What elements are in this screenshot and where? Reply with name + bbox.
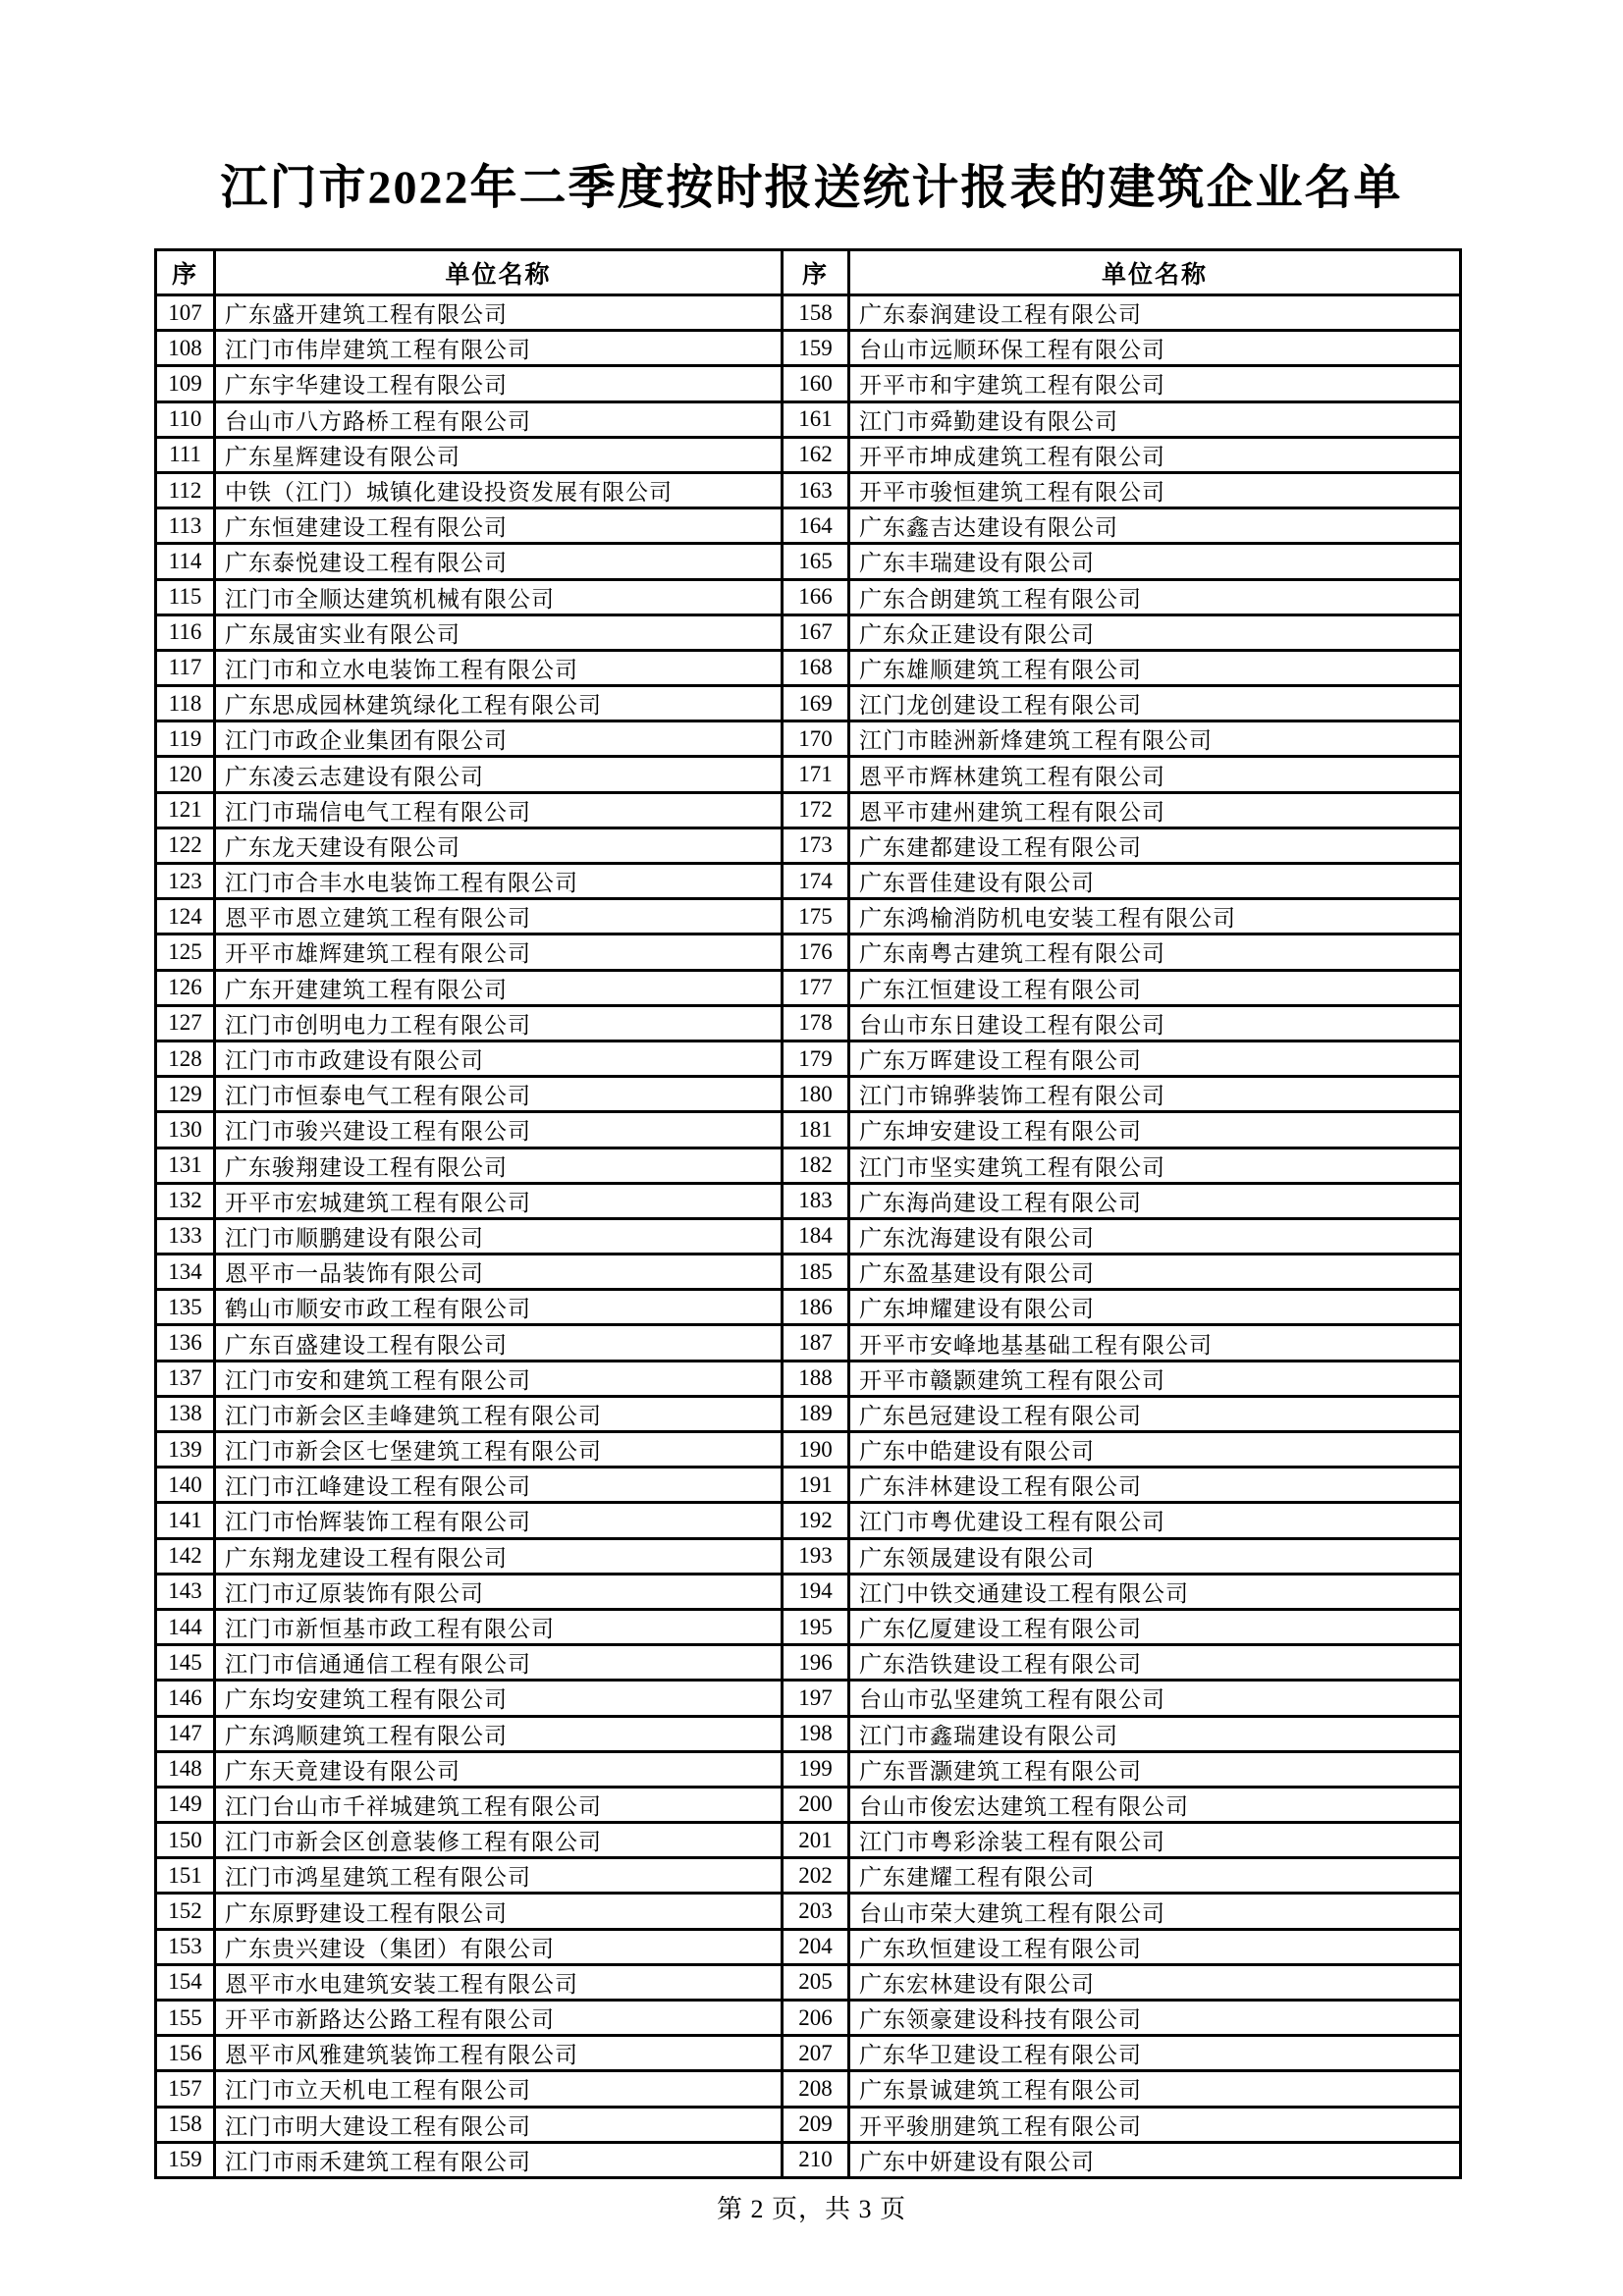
company-name: 江门市市政建设有限公司 [215,1041,783,1076]
page-number: 第 2 页，共 3 页 [716,2195,906,2223]
table-row [156,1894,1461,1929]
row-number: 174 [783,864,849,899]
company-name: 广东天竟建设有限公司 [215,1751,783,1787]
row-number: 107 [156,295,215,331]
row-number: 134 [156,1255,215,1290]
col-header-name-right: 单位名称 [849,250,1461,295]
company-name: 江门市合丰水电装饰工程有限公司 [215,864,783,899]
table-row [156,1005,1461,1041]
row-number: 131 [156,1148,215,1183]
company-name: 广东沣林建设工程有限公司 [849,1468,1461,1503]
company-name: 广东宏林建设有限公司 [849,1964,1461,2000]
company-name: 开平市骏恒建筑工程有限公司 [849,472,1461,507]
row-number: 173 [783,828,849,863]
row-number: 203 [783,1894,849,1929]
table-row [156,1538,1461,1574]
row-number: 193 [783,1538,849,1574]
company-name: 广东百盛建设工程有限公司 [215,1325,783,1361]
row-number: 177 [783,970,849,1005]
table-row [156,1255,1461,1290]
company-name: 江门市舜勤建设有限公司 [849,401,1461,437]
company-name: 恩平市水电建筑安装工程有限公司 [215,1964,783,2000]
company-name: 广东坤安建设工程有限公司 [849,1112,1461,1148]
company-name: 江门市雨禾建筑工程有限公司 [215,2142,783,2177]
row-number: 201 [783,1823,849,1858]
company-name: 广东均安建筑工程有限公司 [215,1681,783,1716]
table-row [156,2036,1461,2071]
company-name: 开平市宏城建筑工程有限公司 [215,1183,783,1218]
table-row [156,1290,1461,1325]
company-name: 广东晋佳建设有限公司 [849,864,1461,899]
company-name: 广东沈海建设有限公司 [849,1218,1461,1254]
table-row [156,472,1461,507]
row-number: 127 [156,1005,215,1041]
table-row [156,1218,1461,1254]
company-name: 台山市弘坚建筑工程有限公司 [849,1681,1461,1716]
company-name: 广东鑫吉达建设有限公司 [849,508,1461,544]
row-number: 136 [156,1325,215,1361]
row-number: 108 [156,331,215,366]
row-number: 153 [156,1929,215,1964]
row-number: 187 [783,1325,849,1361]
company-name: 广东中皓建设有限公司 [849,1432,1461,1468]
table-row [156,1751,1461,1787]
company-name: 广东坤耀建设有限公司 [849,1290,1461,1325]
company-name: 江门市鑫瑞建设有限公司 [849,1716,1461,1751]
company-name: 广东玖恒建设工程有限公司 [849,1929,1461,1964]
row-number: 160 [783,366,849,401]
company-name: 开平市新路达公路工程有限公司 [215,2001,783,2036]
row-number: 142 [156,1538,215,1574]
row-number: 163 [783,472,849,507]
table-row [156,1325,1461,1361]
company-name: 广东浩铁建设工程有限公司 [849,1645,1461,1681]
table-row [156,899,1461,934]
table-row [156,2071,1461,2107]
row-number: 110 [156,401,215,437]
company-name: 广东景诚建筑工程有限公司 [849,2071,1461,2107]
row-number: 155 [156,2001,215,2036]
company-name: 江门市鸿星建筑工程有限公司 [215,1858,783,1894]
row-number: 130 [156,1112,215,1148]
company-name: 江门市新会区圭峰建筑工程有限公司 [215,1396,783,1431]
company-name: 台山市东日建设工程有限公司 [849,1005,1461,1041]
company-name: 台山市远顺环保工程有限公司 [849,331,1461,366]
table-row [156,1396,1461,1431]
row-number: 180 [783,1077,849,1112]
company-name: 江门台山市千祥城建筑工程有限公司 [215,1787,783,1822]
company-name: 广东众正建设有限公司 [849,614,1461,650]
row-number: 202 [783,1858,849,1894]
company-name: 江门市睦洲新烽建筑工程有限公司 [849,721,1461,757]
row-number: 171 [783,757,849,792]
col-header-name-left: 单位名称 [215,250,783,295]
row-number: 116 [156,614,215,650]
table-row [156,1645,1461,1681]
company-name: 江门市信通通信工程有限公司 [215,1645,783,1681]
company-name: 江门市粤优建设工程有限公司 [849,1503,1461,1538]
table-row [156,1823,1461,1858]
company-name: 广东华卫建设工程有限公司 [849,2036,1461,2071]
table-row [156,1041,1461,1076]
table-row [156,828,1461,863]
table-body [156,295,1461,2178]
row-number: 148 [156,1751,215,1787]
table-row [156,1148,1461,1183]
table-row [156,295,1461,331]
company-name: 广东亿厦建设工程有限公司 [849,1609,1461,1644]
table-row [156,1503,1461,1538]
row-number: 192 [783,1503,849,1538]
row-number: 123 [156,864,215,899]
company-name: 江门市政企业集团有限公司 [215,721,783,757]
company-name: 台山市八方路桥工程有限公司 [215,401,783,437]
row-number: 175 [783,899,849,934]
row-number: 128 [156,1041,215,1076]
table-row [156,1858,1461,1894]
company-name: 广东泰润建设工程有限公司 [849,295,1461,331]
row-number: 182 [783,1148,849,1183]
row-number: 159 [156,2142,215,2177]
row-number: 140 [156,1468,215,1503]
company-name: 广东邑冠建设工程有限公司 [849,1396,1461,1431]
company-name: 江门市江峰建设工程有限公司 [215,1468,783,1503]
row-number: 115 [156,579,215,614]
row-number: 181 [783,1112,849,1148]
row-number: 205 [783,1964,849,2000]
company-name: 广东凌云志建设有限公司 [215,757,783,792]
row-number: 147 [156,1716,215,1751]
company-name: 广东翔龙建设工程有限公司 [215,1538,783,1574]
company-name: 广东建耀工程有限公司 [849,1858,1461,1894]
table-row [156,1681,1461,1716]
company-name: 广东雄顺建筑工程有限公司 [849,650,1461,685]
row-number: 135 [156,1290,215,1325]
row-number: 141 [156,1503,215,1538]
row-number: 200 [783,1787,849,1822]
company-name: 广东海尚建设工程有限公司 [849,1183,1461,1218]
company-name: 恩平市建州建筑工程有限公司 [849,792,1461,828]
company-name: 广东建都建设工程有限公司 [849,828,1461,863]
row-number: 121 [156,792,215,828]
row-number: 151 [156,1858,215,1894]
row-number: 132 [156,1183,215,1218]
company-name: 广东合朗建筑工程有限公司 [849,579,1461,614]
table-row [156,1361,1461,1396]
table-row [156,721,1461,757]
row-number: 145 [156,1645,215,1681]
row-number: 168 [783,650,849,685]
page-title: 江门市2022年二季度按时报送统计报表的建筑企业名单 [220,162,1403,214]
company-name: 江门市创明电力工程有限公司 [215,1005,783,1041]
row-number: 162 [783,437,849,472]
company-name: 江门龙创建设工程有限公司 [849,686,1461,721]
row-number: 118 [156,686,215,721]
table-row [156,1787,1461,1822]
company-name: 台山市荣大建筑工程有限公司 [849,1894,1461,1929]
company-name: 广东鸿顺建筑工程有限公司 [215,1716,783,1751]
company-name: 台山市俊宏达建筑工程有限公司 [849,1787,1461,1822]
company-name: 广东恒建建设工程有限公司 [215,508,783,544]
row-number: 199 [783,1751,849,1787]
table-row [156,1183,1461,1218]
company-name: 江门市瑞信电气工程有限公司 [215,792,783,828]
row-number: 191 [783,1468,849,1503]
company-name: 江门市安和建筑工程有限公司 [215,1361,783,1396]
row-number: 196 [783,1645,849,1681]
row-number: 111 [156,437,215,472]
table-row [156,970,1461,1005]
row-number: 112 [156,472,215,507]
company-name: 广东盛开建筑工程有限公司 [215,295,783,331]
company-name: 江门市立天机电工程有限公司 [215,2071,783,2107]
company-name: 恩平市辉林建筑工程有限公司 [849,757,1461,792]
company-name: 广东晋灏建筑工程有限公司 [849,1751,1461,1787]
table-row [156,1112,1461,1148]
table-row [156,1609,1461,1644]
company-name: 中铁（江门）城镇化建设投资发展有限公司 [215,472,783,507]
table-row [156,1077,1461,1112]
row-number: 113 [156,508,215,544]
row-number: 138 [156,1396,215,1431]
row-number: 172 [783,792,849,828]
company-name: 江门市粤彩涂装工程有限公司 [849,1823,1461,1858]
row-number: 185 [783,1255,849,1290]
company-name: 广东星辉建设有限公司 [215,437,783,472]
row-number: 208 [783,2071,849,2107]
company-name: 江门市和立水电装饰工程有限公司 [215,650,783,685]
company-name: 广东万晖建设工程有限公司 [849,1041,1461,1076]
row-number: 179 [783,1041,849,1076]
company-name: 广东晟宙实业有限公司 [215,614,783,650]
table-row [156,614,1461,650]
company-name: 广东江恒建设工程有限公司 [849,970,1461,1005]
row-number: 204 [783,1929,849,1964]
table-row [156,366,1461,401]
table-row [156,1574,1461,1609]
company-name: 广东南粤古建筑工程有限公司 [849,934,1461,970]
table-row [156,1716,1461,1751]
company-table [154,248,1462,2179]
row-number: 170 [783,721,849,757]
table-row [156,331,1461,366]
company-name: 恩平市风雅建筑装饰工程有限公司 [215,2036,783,2071]
row-number: 186 [783,1290,849,1325]
company-name: 广东鸿榆消防机电安装工程有限公司 [849,899,1461,934]
company-name: 江门市恒泰电气工程有限公司 [215,1077,783,1112]
table-header-row [156,250,1461,295]
company-name: 广东丰瑞建设有限公司 [849,544,1461,579]
row-number: 114 [156,544,215,579]
row-number: 146 [156,1681,215,1716]
company-name: 广东骏翔建设工程有限公司 [215,1148,783,1183]
company-name: 江门市锦骅装饰工程有限公司 [849,1077,1461,1112]
row-number: 158 [783,295,849,331]
table-row [156,544,1461,579]
company-name: 开平市赣颢建筑工程有限公司 [849,1361,1461,1396]
table-row [156,579,1461,614]
table-row [156,1929,1461,1964]
table-row [156,792,1461,828]
company-name: 江门市怡辉装饰工程有限公司 [215,1503,783,1538]
row-number: 206 [783,2001,849,2036]
company-name: 广东盈基建设有限公司 [849,1255,1461,1290]
row-number: 210 [783,2142,849,2177]
company-name: 开平市和宇建筑工程有限公司 [849,366,1461,401]
company-name: 江门市顺鹏建设有限公司 [215,1218,783,1254]
row-number: 165 [783,544,849,579]
table-row [156,2001,1461,2036]
row-number: 152 [156,1894,215,1929]
table-row [156,1432,1461,1468]
company-name: 开平骏朋建筑工程有限公司 [849,2107,1461,2142]
row-number: 117 [156,650,215,685]
company-name: 恩平市恩立建筑工程有限公司 [215,899,783,934]
table-row [156,437,1461,472]
row-number: 126 [156,970,215,1005]
table-row [156,2107,1461,2142]
row-number: 122 [156,828,215,863]
table-row [156,757,1461,792]
row-number: 124 [156,899,215,934]
row-number: 167 [783,614,849,650]
table-row [156,864,1461,899]
company-name: 广东贵兴建设（集团）有限公司 [215,1929,783,1964]
company-name: 广东思成园林建筑绿化工程有限公司 [215,686,783,721]
col-header-no-left: 序 [156,250,215,295]
row-number: 137 [156,1361,215,1396]
row-number: 166 [783,579,849,614]
row-number: 169 [783,686,849,721]
company-name: 江门市新恒基市政工程有限公司 [215,1609,783,1644]
company-name: 江门市辽原装饰有限公司 [215,1574,783,1609]
row-number: 178 [783,1005,849,1041]
col-header-no-right: 序 [783,250,849,295]
row-number: 143 [156,1574,215,1609]
row-number: 119 [156,721,215,757]
row-number: 159 [783,331,849,366]
company-name: 开平市坤成建筑工程有限公司 [849,437,1461,472]
row-number: 194 [783,1574,849,1609]
company-name: 江门中铁交通建设工程有限公司 [849,1574,1461,1609]
row-number: 129 [156,1077,215,1112]
row-number: 139 [156,1432,215,1468]
row-number: 157 [156,2071,215,2107]
row-number: 109 [156,366,215,401]
row-number: 120 [156,757,215,792]
company-name: 广东龙天建设有限公司 [215,828,783,863]
table-row [156,650,1461,685]
row-number: 209 [783,2107,849,2142]
company-name: 江门市新会区七堡建筑工程有限公司 [215,1432,783,1468]
company-name: 江门市伟岸建筑工程有限公司 [215,331,783,366]
company-name: 广东领豪建设科技有限公司 [849,2001,1461,2036]
company-name: 广东原野建设工程有限公司 [215,1894,783,1929]
table-row [156,1964,1461,2000]
table-row [156,508,1461,544]
company-name: 广东中妍建设有限公司 [849,2142,1461,2177]
row-number: 149 [156,1787,215,1822]
row-number: 133 [156,1218,215,1254]
company-name: 江门市骏兴建设工程有限公司 [215,1112,783,1148]
row-number: 183 [783,1183,849,1218]
company-name: 江门市新会区创意装修工程有限公司 [215,1823,783,1858]
company-name: 江门市坚实建筑工程有限公司 [849,1148,1461,1183]
company-name: 开平市雄辉建筑工程有限公司 [215,934,783,970]
company-name: 鹤山市顺安市政工程有限公司 [215,1290,783,1325]
table-row [156,934,1461,970]
table-row [156,401,1461,437]
row-number: 161 [783,401,849,437]
row-number: 188 [783,1361,849,1396]
company-name: 开平市安峰地基基础工程有限公司 [849,1325,1461,1361]
row-number: 164 [783,508,849,544]
row-number: 156 [156,2036,215,2071]
company-name: 江门市明大建设工程有限公司 [215,2107,783,2142]
row-number: 195 [783,1609,849,1644]
company-name: 江门市全顺达建筑机械有限公司 [215,579,783,614]
row-number: 158 [156,2107,215,2142]
row-number: 176 [783,934,849,970]
company-name: 恩平市一品装饰有限公司 [215,1255,783,1290]
row-number: 150 [156,1823,215,1858]
row-number: 207 [783,2036,849,2071]
company-name: 广东宇华建设工程有限公司 [215,366,783,401]
table-row [156,1468,1461,1503]
row-number: 190 [783,1432,849,1468]
table-row [156,686,1461,721]
row-number: 198 [783,1716,849,1751]
table-row [156,2142,1461,2177]
row-number: 154 [156,1964,215,2000]
company-name: 广东领晟建设有限公司 [849,1538,1461,1574]
row-number: 125 [156,934,215,970]
row-number: 189 [783,1396,849,1431]
company-name: 广东泰悦建设工程有限公司 [215,544,783,579]
row-number: 197 [783,1681,849,1716]
company-name: 广东开建建筑工程有限公司 [215,970,783,1005]
row-number: 184 [783,1218,849,1254]
row-number: 144 [156,1609,215,1644]
